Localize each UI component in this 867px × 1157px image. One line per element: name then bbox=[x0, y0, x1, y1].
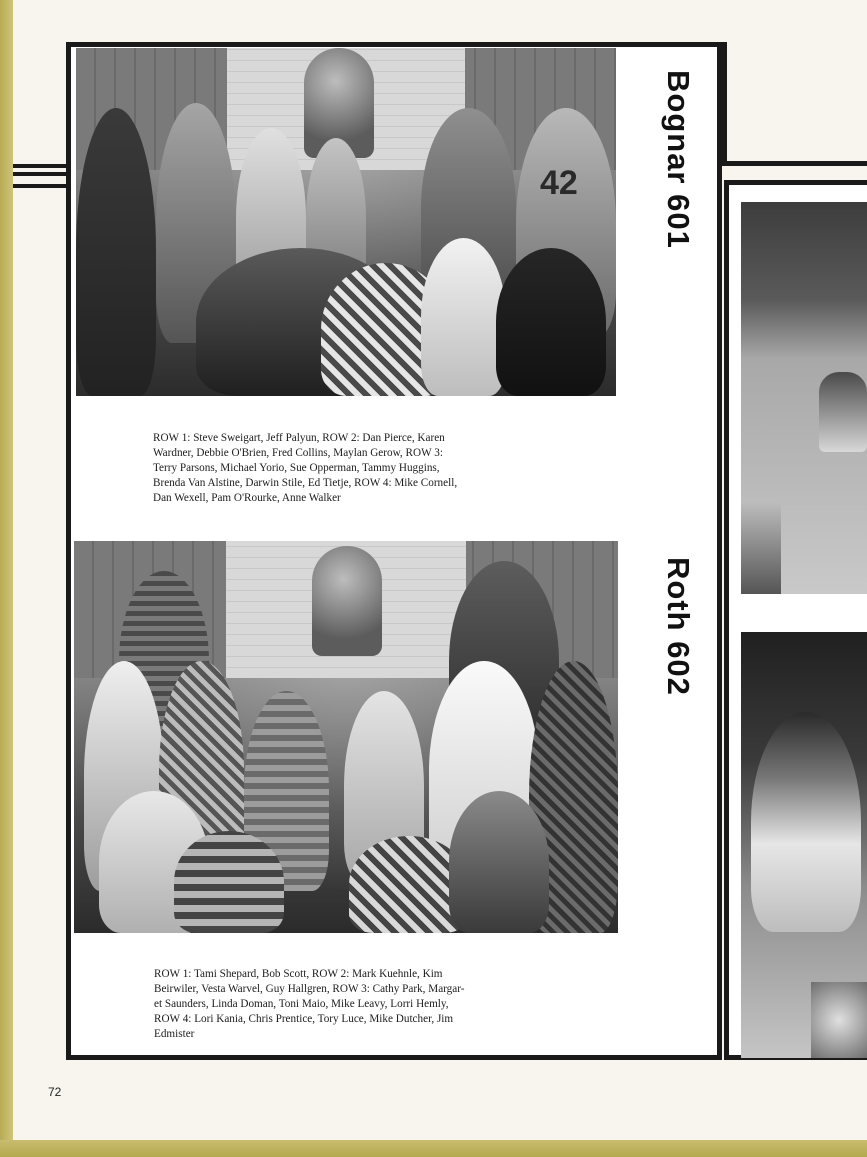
bognar-caption bbox=[153, 431, 533, 506]
caption-line: ROW 1: Steve Sweigart, Jeff Palyun, ROW 2: Dan Pierce, Karen bbox=[153, 432, 445, 444]
student-figure bbox=[76, 108, 156, 396]
student-figure bbox=[421, 238, 506, 396]
food-item bbox=[811, 982, 867, 1058]
caption-line: ROW 4: Lori Kania, Chris Prentice, Tory Luce, Mike Dutcher, Jim bbox=[154, 1013, 454, 1025]
roth-caption bbox=[154, 967, 534, 1042]
left-stripe-middle bbox=[13, 172, 69, 176]
side-photo-gym bbox=[741, 202, 867, 594]
student-figure bbox=[751, 712, 861, 932]
caption-line: Brenda Van Alstine, Darwin Stile, Ed Tietje, ROW 4: Mike Cornell, bbox=[153, 477, 458, 489]
page-number: 72 bbox=[48, 1085, 62, 1099]
caption-line: Wardner, Debbie O'Brien, Fred Collins, Maylan Gerow, ROW 3: bbox=[153, 447, 443, 459]
mascot-statue bbox=[312, 546, 382, 656]
section-title-bognar: Bognar 601 bbox=[661, 70, 696, 249]
caption-line: ROW 1: Tami Shepard, Bob Scott, ROW 2: Mark Kuehnle, Kim bbox=[154, 968, 443, 980]
binding-edge-left bbox=[0, 0, 13, 1157]
bognar-class-photo bbox=[76, 48, 616, 396]
caption-line: Terry Parsons, Michael Yorio, Sue Opperman, Tammy Huggins, bbox=[153, 462, 440, 474]
caption-line: Beirwiler, Vesta Warvel, Guy Hallgren, ROW 3: Cathy Park, Margar- bbox=[154, 983, 465, 995]
binding-edge-bottom bbox=[0, 1140, 867, 1157]
jersey-number: 42 bbox=[540, 164, 578, 202]
left-stripe-bottom bbox=[13, 184, 69, 188]
student-figure bbox=[819, 372, 867, 452]
frame-tab-horizontal bbox=[722, 161, 867, 166]
caption-line: et Saunders, Linda Doman, Toni Maio, Mike Leavy, Lorri Hemly, bbox=[154, 998, 449, 1010]
roth-class-photo bbox=[74, 541, 618, 933]
student-figure bbox=[741, 502, 781, 594]
caption-line: Edmister bbox=[154, 1028, 195, 1040]
student-figure bbox=[496, 248, 606, 396]
side-photo-cafeteria bbox=[741, 632, 867, 1058]
student-figure bbox=[174, 831, 284, 933]
section-title-roth: Roth 602 bbox=[661, 557, 696, 696]
caption-line: Dan Wexell, Pam O'Rourke, Anne Walker bbox=[153, 492, 341, 504]
left-stripe-top bbox=[13, 164, 69, 168]
frame-tab-vertical bbox=[722, 42, 727, 166]
student-figure bbox=[449, 791, 549, 933]
